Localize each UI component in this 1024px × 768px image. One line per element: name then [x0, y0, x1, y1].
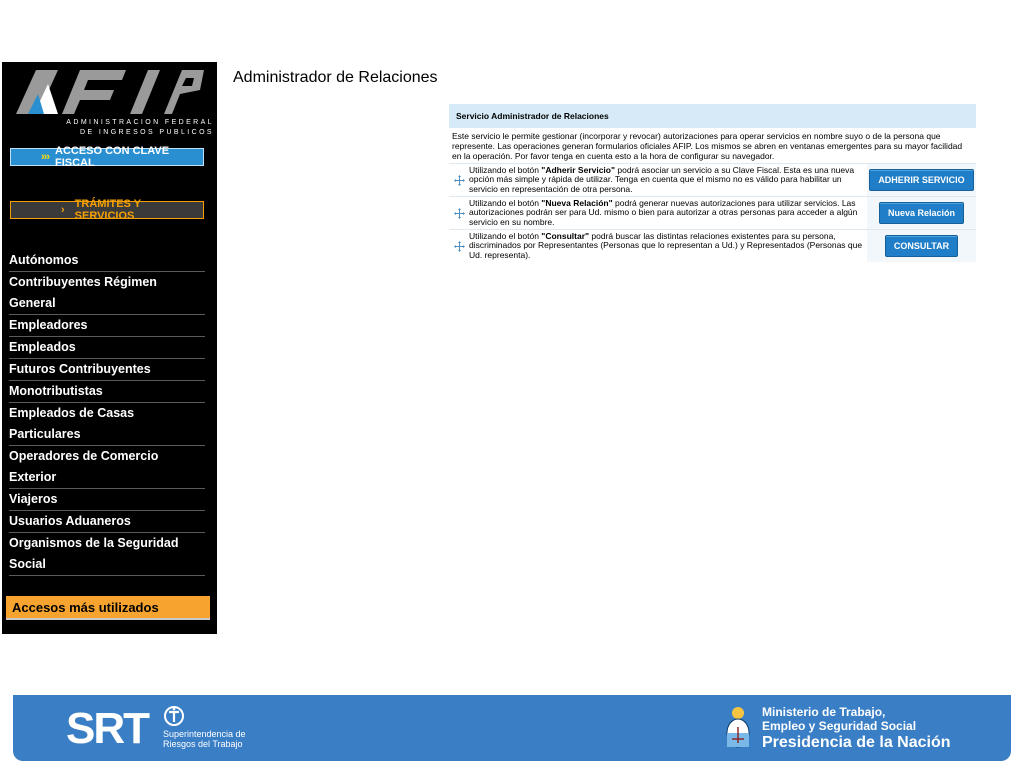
service-row-button-cell	[867, 197, 976, 229]
service-row-text-pre: Utilizando el botón	[469, 164, 542, 175]
panel-description: Este servicio le permite gestionar (incorporar y revocar) autorizaciones para operar servicios en nombre suyo o de la persona que represente. Las operaciones generan formularios oficiales AFIP. Los mismos se abren en ventanas emergentes para su mayor facilidad en la operación. Por favor tenga en cuenta esto a la hora de configurar su navegador.	[449, 128, 976, 163]
tramites-y-servicios-label: TRÁMITES Y SERVICIOS	[74, 198, 141, 222]
service-row-nueva-relacion	[449, 196, 976, 229]
service-row-text-post: podrá asociar un servicio a su Clave Fiscal. Esta es una nueva opción más simple y rápida de utilizar. Tenga en cuenta que el mismo no es válido para habilitar un servicio en representación de otra persona.	[469, 164, 855, 194]
acceso-clave-fiscal-label: ACCESO CON CLAVE FISCAL	[55, 145, 170, 169]
move-arrows-icon	[449, 241, 469, 252]
service-row-text	[469, 232, 867, 261]
move-arrows-icon	[449, 175, 469, 186]
sidebar-item-autonomos[interactable]: Autónomos	[9, 250, 205, 272]
accesos-mas-utilizados-button[interactable]: Accesos más utilizados	[6, 596, 210, 620]
panel-header: Servicio Administrador de Relaciones	[449, 104, 976, 128]
sidebar-item-organismos-seguridad-social[interactable]: Organismos de la Seguridad Social	[9, 533, 205, 576]
srt-subtitle-line1: Superintendencia de	[163, 729, 246, 739]
srt-subtitle-line2: Riesgos del Trabajo	[163, 739, 243, 749]
logo-caption-line1: ADMINISTRACION FEDERAL	[66, 119, 214, 126]
service-row-button-cell	[867, 164, 976, 196]
ministerio-branding	[762, 705, 951, 753]
afip-logo-mark	[14, 66, 204, 118]
page-title: Administrador de Relaciones	[233, 69, 438, 86]
chevron-right-icon: ›	[61, 204, 65, 216]
service-row-text-post: podrá buscar las distintas relaciones existentes para su persona, discriminados por Representantes (Personas que lo representan a Ud.) y Representados (Personas que Ud. representa).	[469, 230, 863, 260]
acceso-clave-fiscal-button[interactable]	[10, 145, 204, 169]
service-row-text-bold: "Nueva Relación"	[541, 197, 613, 208]
service-row-text-post: podrá generar nuevas autorizaciones para utilizar servicios. Las autorizaciones podrán ser para Ud. mismo o bien para autorizar a otras personas para acceder a algún servicio en su nombre.	[469, 197, 858, 227]
sidebar-item-empleadores[interactable]: Empleadores	[9, 315, 205, 337]
argentina-coat-of-arms-icon	[724, 705, 752, 751]
triple-chevron-right-icon: ›››	[41, 151, 49, 163]
sidebar-item-futuros-contribuyentes[interactable]: Futuros Contribuyentes	[9, 359, 205, 381]
ministerio-line3: Presidencia de la Nación	[762, 734, 951, 751]
adherir-servicio-button[interactable]: ADHERIR SERVICIO	[869, 169, 973, 191]
sidebar-item-usuarios-aduaneros[interactable]: Usuarios Aduaneros	[9, 511, 205, 533]
consultar-button[interactable]: CONSULTAR	[885, 235, 958, 257]
service-row-consultar	[449, 229, 976, 262]
sidebar-item-monotributistas[interactable]: Monotributistas	[9, 381, 205, 403]
service-row-text	[469, 199, 867, 228]
nueva-relacion-button[interactable]: Nueva Relación	[879, 202, 964, 224]
service-row-text-bold: "Adherir Servicio"	[541, 164, 616, 175]
tramites-y-servicios-button[interactable]	[10, 198, 204, 222]
sidebar-item-empleados-casas-particulares[interactable]: Empleados de Casas Particulares	[9, 403, 205, 446]
service-row-button-cell	[867, 230, 976, 262]
sidebar-item-empleados[interactable]: Empleados	[9, 337, 205, 359]
sidebar	[2, 62, 217, 634]
afip-logo-caption	[54, 118, 214, 138]
sidebar-menu	[9, 250, 205, 576]
service-row-text-bold: "Consultar"	[541, 230, 590, 241]
service-row-text	[469, 166, 867, 195]
move-arrows-icon	[449, 208, 469, 219]
service-row-adherir	[449, 163, 976, 196]
logo-caption-line2: DE INGRESOS PUBLICOS	[80, 129, 214, 136]
service-row-text-pre: Utilizando el botón	[469, 197, 542, 208]
ministerio-line2: Empleo y Seguridad Social	[762, 719, 917, 733]
sidebar-item-operadores-comercio-exterior[interactable]: Operadores de Comercio Exterior	[9, 446, 205, 489]
service-row-text-pre: Utilizando el botón	[469, 230, 542, 241]
footer-banner	[13, 695, 1011, 761]
t-circle-icon	[163, 705, 185, 727]
service-panel	[449, 104, 976, 258]
srt-subtitle	[163, 729, 246, 749]
sidebar-item-contribuyentes-regimen-general[interactable]: Contribuyentes Régimen General	[9, 272, 205, 315]
srt-logo: SRT	[66, 704, 148, 753]
ministerio-line1: Ministerio de Trabajo,	[762, 705, 886, 719]
sidebar-item-viajeros[interactable]: Viajeros	[9, 489, 205, 511]
